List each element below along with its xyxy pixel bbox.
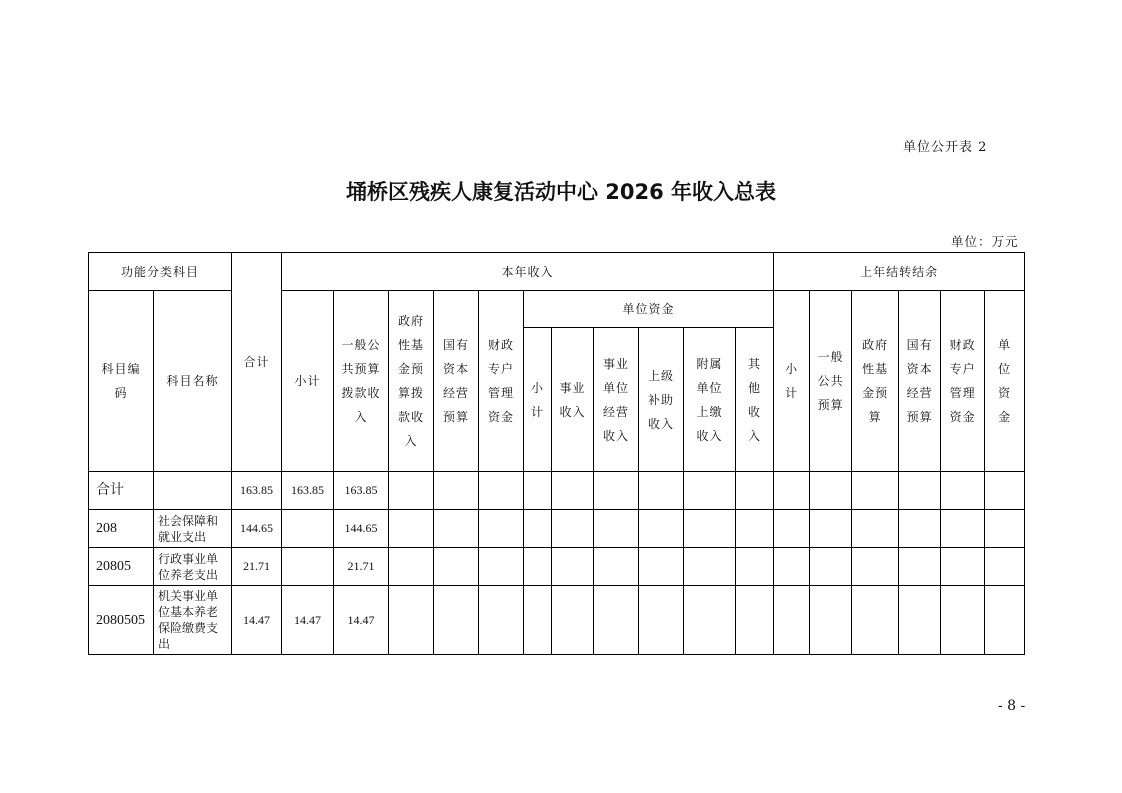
row-general-budget: 163.85 [334,472,389,510]
header-current-year-income: 本年收入 [282,253,774,291]
row-total: 163.85 [232,472,282,510]
header-py-unit-funds: 单 位 资 金 [985,291,1025,472]
header-prior-year-carryover: 上年结转结余 [774,253,1025,291]
row-name: 社会保障和就业支出 [154,510,232,548]
header-cy-gov-fund: 政府 性基 金预 算拨 款收 入 [389,291,434,472]
row-code: 2080505 [89,586,154,655]
header-uf-other-income: 其 他 收 入 [736,328,774,472]
header-cy-general-budget: 一般公 共预算 拨款收 入 [334,291,389,472]
header-subject-name: 科目名称 [154,291,232,472]
row-code: 合计 [89,472,154,510]
row-total: 144.65 [232,510,282,548]
header-subject-code: 科目编 码 [89,291,154,472]
row-code: 20805 [89,548,154,586]
page-number: - 8 - [998,698,1026,714]
header-cy-subtotal: 小计 [282,291,334,472]
header-total: 合计 [232,253,282,472]
header-uf-affiliated-income: 附属 单位 上缴 收入 [684,328,736,472]
row-general-budget: 14.47 [334,586,389,655]
header-py-general-budget: 一般 公共 预算 [810,291,852,472]
table-label: 单位公开表 2 [903,140,988,155]
table-row [89,510,1025,548]
document-title: 埇桥区残疾人康复活动中心 2026 年收入总表 [345,180,777,204]
header-functional-category: 功能分类科目 [89,253,232,291]
table-row [89,586,1025,655]
header-cy-state-capital: 国有 资本 经营 预算 [434,291,479,472]
row-code: 208 [89,510,154,548]
header-uf-business-income: 事业 收入 [552,328,594,472]
table-row [89,548,1025,586]
header-py-state-capital: 国有 资本 经营 预算 [899,291,941,472]
header-uf-operating-income: 事业 单位 经营 收入 [594,328,639,472]
row-subtotal [282,548,334,586]
header-unit-funds: 单位资金 [524,291,774,328]
row-name: 机关事业单位基本养老保险缴费支出 [154,586,232,655]
row-subtotal [282,510,334,548]
row-general-budget: 21.71 [334,548,389,586]
income-summary-table [88,252,1025,655]
row-subtotal: 14.47 [282,586,334,655]
header-py-fiscal-special: 财政 专户 管理 资金 [941,291,985,472]
header-cy-fiscal-special: 财政 专户 管理 资金 [479,291,524,472]
row-total: 14.47 [232,586,282,655]
unit-label: 单位：万元 [951,234,1019,249]
row-total: 21.71 [232,548,282,586]
row-name: 行政事业单位养老支出 [154,548,232,586]
table-row [89,472,1025,510]
row-subtotal: 163.85 [282,472,334,510]
header-uf-subtotal: 小 计 [524,328,552,472]
header-py-subtotal: 小 计 [774,291,810,472]
row-general-budget: 144.65 [334,510,389,548]
row-name [154,472,232,510]
header-py-gov-fund: 政府 性基 金预 算 [852,291,899,472]
header-uf-superior-subsidy: 上级 补助 收入 [639,328,684,472]
